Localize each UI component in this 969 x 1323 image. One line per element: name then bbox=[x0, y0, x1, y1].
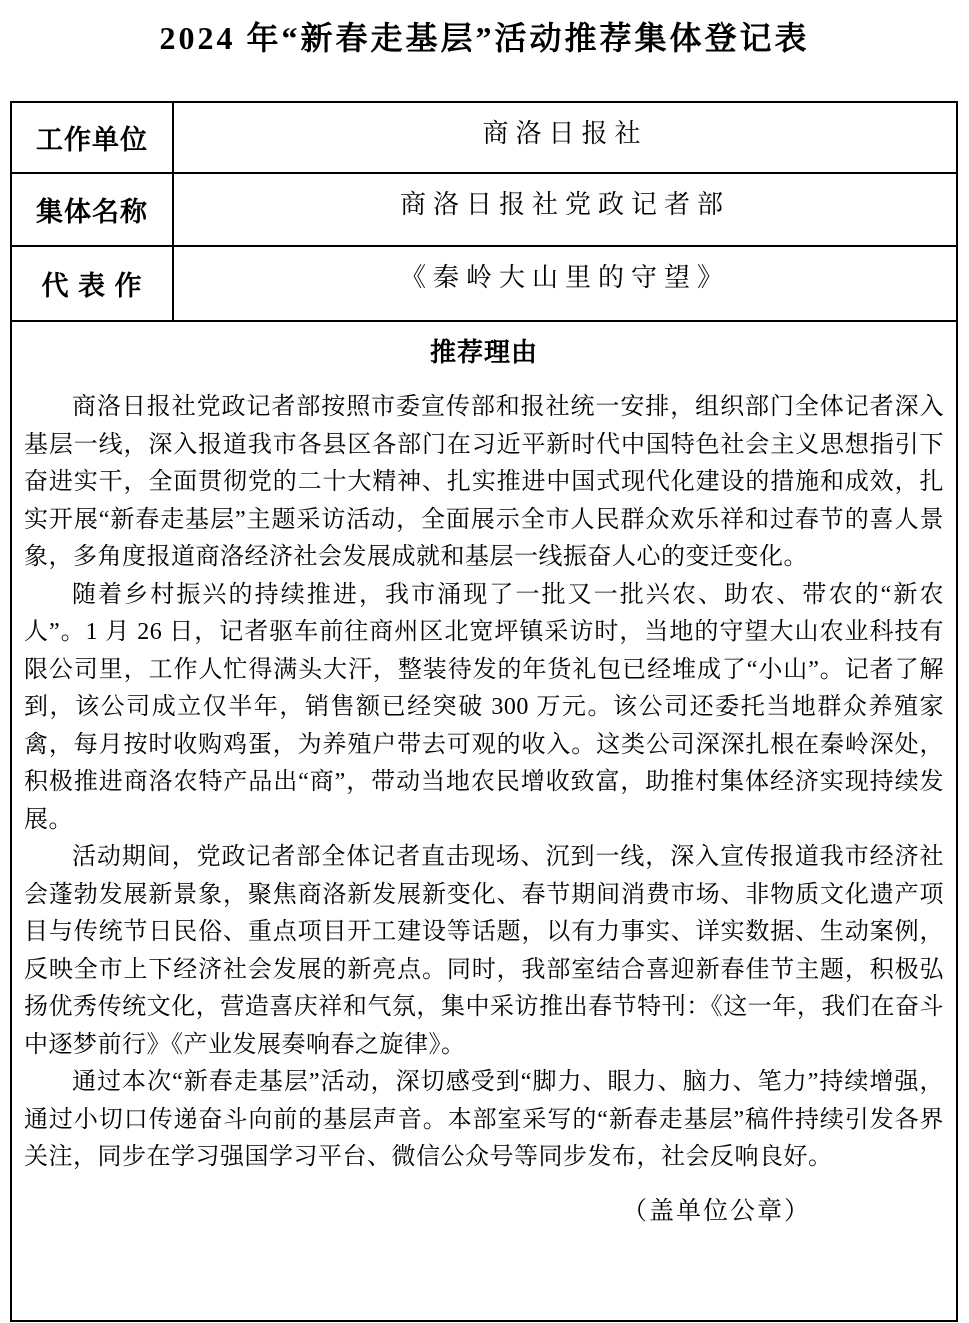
table-row-collective-name bbox=[11, 173, 957, 246]
table-row-work-unit bbox=[11, 102, 957, 173]
collective-name-label: 集体名称 bbox=[11, 173, 173, 246]
page-title: 2024 年“新春走基层”活动推荐集体登记表 bbox=[159, 20, 810, 56]
recommendation-reason-heading: 推荐理由 bbox=[429, 337, 538, 367]
reason-paragraph-2: 随着乡村振兴的持续推进，我市涌现了一批又一批兴农、助农、带农的“新农人”。1 月 26 日，记者驱车前往商州区北宽坪镇采访时，当地的守望大山农业科技有限公司里，工作人忙得满头大汗，整装待发的年货礼包已经堆成了“小山”。记者了解到，该公司成立仅半年，销售额已经突破 300 万元。该公司还委托当地群众养殖家禽，每月按时收购鸡蛋，为养殖户带去可观的收入。这类公司深深扎根在秦岭深处，积极推进商洛农特产品出“商”，带动当地农民增收致富，助推村集体经济实现持续发展。 bbox=[24, 581, 944, 833]
reason-paragraph-1: 商洛日报社党政记者部按照市委宣传部和报社统一安排，组织部门全体记者深入基层一线，深入报道我市各县区各部门在习近平新时代中国特色社会主义思想指引下奋进实干，全面贯彻党的二十大精神、扎实推进中国式现代化建设的措施和成效，扎实开展“新春走基层”主题采访活动，全面展示全市人民群众欢乐祥和过春节的喜人景象，多角度报道商洛经济社会发展成就和基层一线振奋人心的变迁变化。 bbox=[24, 394, 944, 570]
seal-note: （盖单位公章） bbox=[622, 1197, 812, 1225]
registration-table bbox=[10, 101, 958, 1322]
recommendation-reason-body bbox=[24, 389, 944, 1177]
reason-paragraph-4: 通过本次“新春走基层”活动，深切感受到“脚力、眼力、脑力、笔力”持续增强，通过小切口传递奋斗向前的基层声音。本部室采写的“新春走基层”稿件持续引发各界关注，同步在学习强国学习平台、微信公众号等同步发布，社会反响良好。 bbox=[24, 1069, 944, 1170]
recommendation-reason-cell bbox=[11, 321, 957, 1321]
table-row-recommendation-reason bbox=[11, 321, 957, 1321]
collective-name-value: 商洛日报社党政记者部 bbox=[173, 173, 957, 246]
reason-paragraph-3: 活动期间，党政记者部全体记者直击现场、沉到一线，深入宣传报道我市经济社会蓬勃发展新景象，聚焦商洛新发展新变化、春节期间消费市场、非物质文化遗产项目与传统节日民俗、重点项目开工建设等话题，以有力事实、详实数据、生动案例，反映全市上下经济社会发展的新亮点。同时，我部室结合喜迎新春佳节主题，积极弘扬优秀传统文化，营造喜庆祥和气氛，集中采访推出春节特刊：《这一年，我们在奋斗中逐梦前行》《产业发展奏响春之旋律》。 bbox=[24, 844, 944, 1058]
work-unit-value: 商洛日报社 bbox=[173, 102, 957, 173]
table-row-representative-work bbox=[11, 246, 957, 321]
representative-work-label: 代 表 作 bbox=[11, 246, 173, 321]
work-unit-label: 工作单位 bbox=[11, 102, 173, 173]
representative-work-value: 《秦岭大山里的守望》 bbox=[173, 246, 957, 321]
